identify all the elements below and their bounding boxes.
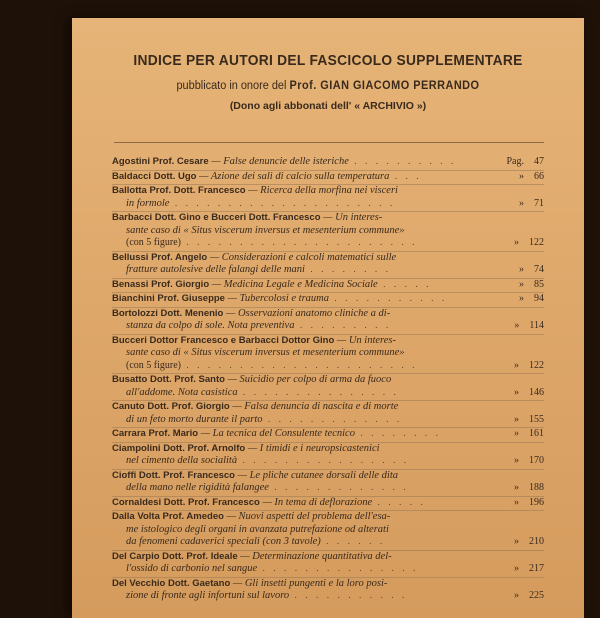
entry-author: Cornaldesi Dott. Prof. Francesco [112,496,263,508]
entry-title: — Le pliche cutanee dorsali delle dita [237,469,399,481]
entry-line [112,443,544,456]
entry-author: Bellussi Prof. Angelo [112,251,210,263]
page-reference [514,590,544,603]
entry-title: — Considerazioni e calcoli matematici sulle [209,251,397,263]
entry-author: Ciampolini Dott. Prof. Arnolfo [112,442,248,454]
entry-author: Bucceri Dottor Francesco e Barbacci Dottor Gino [112,334,337,346]
index-subtitle [85,80,571,92]
leader-dots: . . . . . . . . [304,265,391,275]
entry-line [112,428,544,441]
entry-title-continued: l'ossido di carbonio nel sangue [126,563,258,574]
entry-line [112,320,544,333]
entry-title-continued: di un feto morto durante il parto [126,413,263,425]
page-number: 74 [534,264,544,275]
entry-separator [112,577,544,578]
leader-dots: . . . . . [372,497,426,508]
entry-title: — In tema di deflorazione [262,496,373,508]
entry-author: Busatto Dott. Prof. Santo [112,374,228,385]
entry-title-continued: della mano nelle rigidità falangee [126,482,269,493]
entry-line [112,470,544,483]
entry-title: — Determinazione quantitativa del- [240,550,392,562]
ditto-mark: » [514,482,519,493]
entry-line [112,374,544,387]
page-reference [514,320,544,333]
entry-title: — Gli insetti pungenti e la loro posi- [232,577,388,589]
entry-separator [112,510,544,511]
page-reference [514,387,544,400]
page-number: 210 [529,536,544,547]
leader-dots: . . . . . . . . . . . . . . . . . . . . . . [180,238,418,248]
ditto-mark: » [514,428,519,439]
leader-dots: . . . . . . . . . . . . . . . . [237,456,410,466]
index-entry [112,551,544,576]
entry-author: Dalla Volta Prof. Amedeo [112,511,227,522]
page-reference [514,455,544,468]
page-reference [514,497,544,510]
entry-line [112,225,544,238]
ditto-mark: » [514,563,519,574]
entry-line [112,347,544,360]
ditto-mark: » [519,197,524,209]
entry-separator [112,334,544,335]
entry-author: Bianchini Prof. Giuseppe [112,293,228,304]
entry-separator [112,292,544,293]
entry-title: — I timidi e i neuropsicastenici [247,442,380,454]
entry-separator [112,184,544,185]
entry-separator [112,251,544,252]
page-number: 161 [529,428,544,439]
entry-line [112,401,544,414]
page-label: Pag. [506,156,524,167]
ditto-mark: » [519,264,524,275]
ditto-mark: » [514,536,519,547]
entry-line [112,185,544,198]
entry-author: Cioffi Dott. Prof. Francesco [112,469,238,481]
entry-title-continued: (con 5 figure) [126,237,181,248]
ditto-mark: » [519,278,524,290]
page-number: 188 [529,482,544,493]
index-entry [112,401,544,426]
entry-line [112,482,544,495]
entry-author: Barbacci Dott. Gino e Bucceri Dott. Francesco [112,212,324,223]
page-number: 114 [529,320,544,331]
entry-author: Del Vecchio Dott. Gaetano [112,577,233,589]
entry-separator [112,373,544,374]
entry-line [112,237,544,250]
entry-title: — False denuncie delle isteriche [211,156,349,167]
entry-title: — Suicidio per colpo di arma da fuoco [227,374,392,385]
index-entry [112,443,544,468]
leader-dots: . . . . . . . . . . . [329,294,448,304]
entry-title: — Ricerca della morfina nei visceri [248,185,398,196]
page-reference [519,198,544,211]
entry-separator [112,278,544,279]
author-index-list [112,156,544,605]
index-entry [112,156,544,169]
leader-dots: . . . . . . . . . . . . . . . [237,387,399,398]
page-number: 155 [529,413,544,425]
page-reference [514,482,544,495]
entry-line [112,524,544,537]
page-number: 217 [529,563,544,574]
entry-title-continued: zione di fronte agli infortuni sul lavoro [126,590,290,601]
entry-separator [112,442,544,443]
ditto-mark: » [514,590,519,601]
index-entry [112,335,544,373]
entry-title-continued: nel cimento della socialità [126,455,238,466]
entry-line [112,497,544,510]
entry-title: — Osservazioni anatomo cliniche a di- [226,307,391,319]
entry-author: Del Carpio Dott. Prof. Ideale [112,550,241,562]
ditto-mark: » [519,170,524,182]
entry-separator [112,550,544,551]
header-rule [114,142,544,143]
ditto-mark: » [514,359,519,371]
entry-title: — Azione dei sali di calcio sulla temperatura [199,170,390,182]
index-entry [112,185,544,210]
page-reference [514,414,544,427]
leader-dots: . . . . . . [320,537,386,547]
index-entry [112,212,544,250]
entry-line [112,293,544,306]
entry-line [112,590,544,603]
page-number: 225 [529,590,544,601]
entry-line [112,536,544,549]
leader-dots: . . . . . . . . [354,429,441,439]
ditto-mark: » [514,455,519,466]
entry-author: Agostini Prof. Cesare [112,156,212,167]
leader-dots: . . . . . . . . . [294,321,392,331]
entry-line [112,279,544,292]
entry-separator [112,496,544,497]
entry-title: — Nuovi aspetti del problema dell'esa- [226,511,391,522]
entry-author: Benassi Prof. Giorgio [112,278,212,290]
index-entry [112,470,544,495]
entry-title-continued: all'addome. Nota casistica [126,386,238,398]
page-number: 196 [529,496,544,508]
entry-separator [112,427,544,428]
entry-title-continued: stanza da colpo di sole. Nota preventiva [126,320,295,331]
page-number: 122 [529,237,544,248]
ditto-mark: » [514,386,519,398]
index-entry [112,279,544,292]
ditto-mark: » [514,237,519,248]
leader-dots: . . . . . . . . . . . . . [268,483,409,493]
entry-line [112,308,544,321]
page-reference [519,171,544,184]
entry-line [112,360,544,373]
page-reference [514,237,544,250]
page-reference [507,156,545,169]
entry-title-continued: sante caso di « Situs viscerum inversus et mesenterium commune» [126,224,405,236]
index-entry [112,252,544,277]
leader-dots: . . . [389,171,422,182]
entry-line [112,171,544,184]
page-reference [519,293,544,306]
ditto-mark: » [514,320,520,331]
entry-line [112,563,544,576]
page-reference [519,264,544,277]
entry-line [112,387,544,400]
page-reference [514,563,544,576]
entry-author: Canuto Dott. Prof. Giorgio [112,401,233,412]
entry-line [112,578,544,591]
ditto-mark: » [519,293,524,304]
page-number: 85 [534,278,544,290]
page-reference [514,428,544,441]
entry-separator [112,170,544,171]
leader-dots: . . . . . . . . . . . [289,591,408,601]
ditto-mark: » [514,496,519,508]
entry-line [112,455,544,468]
entry-line [112,212,544,225]
entry-author: Bortolozzi Dott. Menenio [112,307,226,319]
subtitle-prefix: pubblicato in onore del [176,80,287,92]
entry-title-continued: da fenomeni cadaverici speciali (con 3 tavole) [126,536,321,547]
entry-line [112,252,544,265]
index-entry [112,578,544,603]
entry-title: — Falsa denuncia di nascita e di morte [232,401,399,412]
leader-dots: . . . . . . . . . . [348,157,457,167]
index-entry [112,428,544,441]
entry-title-continued: me istologico degli organi in avanzata putrefazione od alterati [126,523,389,535]
index-entry [112,497,544,510]
entry-author: Ballotta Prof. Dott. Francesco [112,185,249,196]
entry-line [112,551,544,564]
page-number: 47 [534,156,544,167]
leader-dots: . . . . . [377,279,432,290]
entry-title: — Un interes- [323,212,383,223]
page-number: 170 [529,455,544,466]
entry-separator [112,307,544,308]
page-number: 66 [534,170,544,182]
entry-title-continued: fratture autolesive delle falangi delle mani [126,264,305,275]
entry-title: — Un interes- [336,334,396,346]
leader-dots: . . . . . . . . . . . . . . . [257,564,419,574]
index-entry [112,511,544,549]
entry-separator [112,469,544,470]
page-reference [514,360,544,373]
entry-title: — Medicina Legale e Medicina Sociale [211,278,378,290]
entry-line [112,414,544,427]
index-title: INDICE PER AUTORI DEL FASCICOLO SUPPLEMENTARE [133,52,523,69]
entry-separator [112,211,544,212]
entry-author: Carrara Prof. Mario [112,428,201,439]
entry-line [112,198,544,211]
leader-dots: . . . . . . . . . . . . . . . . . . . . . [169,198,396,209]
page-number: 146 [529,386,544,398]
index-entry [112,308,544,333]
page-number: 122 [529,359,544,371]
dedication-note: (Dono agli abbonati dell' « ARCHIVIO ») [229,100,427,112]
index-entry [112,374,544,399]
document-page [72,18,584,618]
index-entry [112,293,544,306]
index-entry [112,171,544,184]
entry-line [112,264,544,277]
entry-line [112,156,544,169]
page-reference [519,279,544,292]
entry-line [112,511,544,524]
leader-dots: . . . . . . . . . . . . . [262,414,403,425]
leader-dots: . . . . . . . . . . . . . . . . . . . . . . [180,360,418,371]
entry-title-continued: (con 5 figure) [126,359,181,371]
page-number: 94 [534,293,544,304]
entry-author: Baldacci Dott. Ugo [112,170,200,182]
entry-title: — Tubercolosi e trauma [227,293,330,304]
ditto-mark: » [514,413,519,425]
entry-line [112,335,544,348]
page-number: 71 [534,197,544,209]
honoree-name: Prof. GIAN GIACOMO PERRANDO [289,80,480,92]
page-reference [514,536,544,549]
entry-title-continued: in formole [126,197,170,209]
entry-title: — La tecnica del Consulente tecnico [200,428,355,439]
entry-separator [112,400,544,401]
entry-title-continued: sante caso di « Situs viscerum inversus et mesenterium commune» [126,347,405,358]
